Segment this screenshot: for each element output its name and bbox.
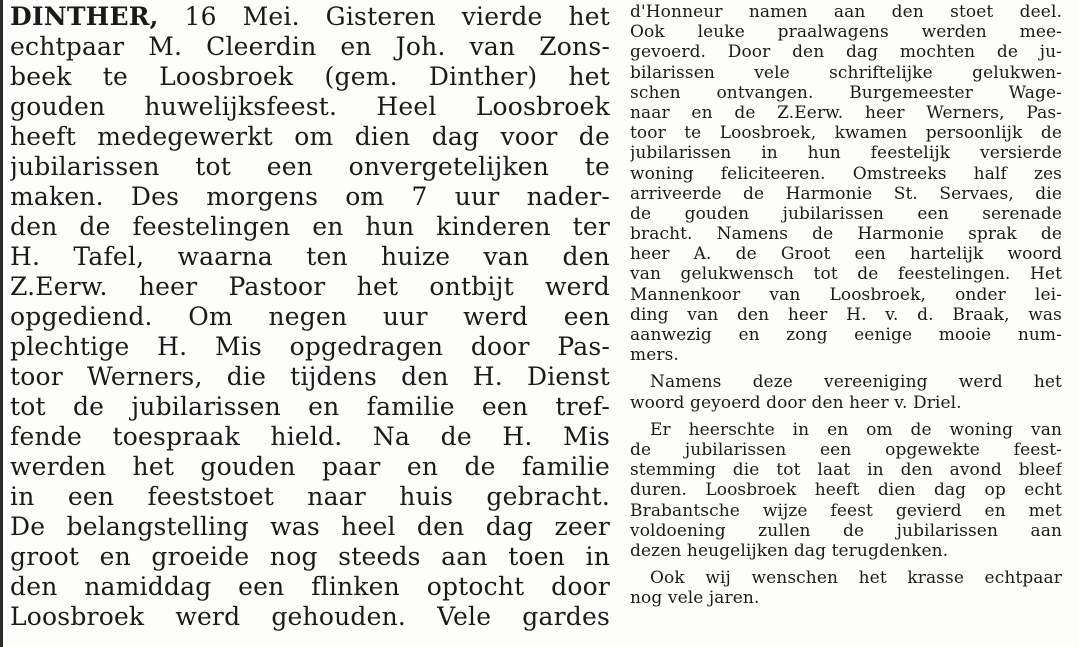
dateline: DINTHER,: [10, 2, 159, 31]
text-line: woord geyoerd door den heer v. Driel.: [630, 392, 962, 413]
text-line: mers.: [630, 345, 679, 366]
text-line: de gouden jubilarissen een serenade: [630, 203, 1062, 224]
text-line: den namiddag een flinken optocht door: [10, 572, 610, 601]
text-line: jubilarissen in hun feestelijk versierde: [630, 143, 1062, 164]
text-line: voldoening zullen de jubilarissen aan: [630, 520, 1062, 541]
text-line: schen ontvangen. Burgemeester Wage-: [630, 82, 1062, 103]
text-line: aanwezig en zong eenige mooie num-: [630, 325, 1062, 345]
text-line: plechtige H. Mis opgedragen door Pas-: [10, 332, 610, 361]
text-line: in een feeststoet naar huis gebracht.: [10, 482, 610, 511]
clipping-edge: [0, 0, 3, 647]
text-line: d'Honneur namen aan den stoet deel.: [630, 2, 1062, 22]
text-line: heeft medegewerkt om dien dag voor de: [10, 122, 610, 151]
text-line: DINTHER, 16 Mei. Gisteren vierde het: [10, 2, 610, 31]
text-line: toor te Loosbroek, kwamen persoonlijk de: [630, 123, 1062, 144]
text-line: H. Tafel, waarna ten huize van den: [10, 242, 610, 271]
text-line: arriveerde de Harmonie St. Servaes, die: [630, 183, 1062, 204]
text-line: Er heerschte in en om de woning van: [650, 419, 1062, 440]
text-line: echtpaar M. Cleerdin en Joh. van Zons-: [10, 32, 610, 61]
text-line: groot en groeide nog steeds aan toen in: [10, 542, 610, 571]
text-line: fende toespraak hield. Na de H. Mis: [10, 422, 610, 451]
text-line: stemming die tot laat in den avond bleef: [630, 460, 1062, 481]
text-line: Brabantsche wijze feest gevierd en met: [630, 500, 1062, 521]
text-line: opgediend. Om negen uur werd een: [10, 302, 610, 331]
text-line: van gelukwensch tot de feestelingen. Het: [630, 264, 1062, 285]
text-line: beek te Loosbroek (gem. Dinther) het: [10, 62, 610, 91]
text-line: maken. Des morgens om 7 uur nader-: [10, 182, 610, 211]
text-line: duren. Loosbroek heeft dien dag op echt: [630, 480, 1062, 501]
text-line: naar en de Z.Eerw. heer Werners, Pas-: [630, 102, 1062, 123]
text-line: Loosbroek werd gehouden. Vele gardes: [10, 602, 610, 631]
text-line: Ook wij wenschen het krasse echtpaar: [650, 568, 1062, 589]
text-line: Ook leuke praalwagens werden mee-: [630, 22, 1062, 43]
text-line: Mannenkoor van Loosbroek, onder lei-: [630, 284, 1062, 305]
text-line: jubilarissen tot een onvergetelijken te: [10, 152, 610, 181]
text-line: gouden huwelijksfeest. Heel Loosbroek: [10, 92, 610, 121]
text-line: De belangstelling was heel den dag zeer: [10, 512, 610, 541]
text-line: werden het gouden paar en de familie: [10, 452, 610, 481]
text-line: toor Werners, die tijdens den H. Dienst: [10, 362, 610, 391]
text-line: Namens deze vereeniging werd het: [650, 372, 1062, 393]
text-line: bracht. Namens de Harmonie sprak de: [630, 224, 1062, 245]
text-line: tot de jubilarissen en familie een tref-: [10, 392, 610, 421]
text-line: woning feliciteeren. Omstreeks half zes: [630, 163, 1062, 184]
text-line: heer A. de Groot een hartelijk woord: [630, 244, 1062, 265]
text-line: gevoerd. Door den dag mochten de ju-: [630, 42, 1062, 63]
text-line: de jubilarissen een opgewekte feest-: [630, 439, 1062, 460]
left-column: [10, 2, 610, 632]
text-line: den de feestelingen en hun kinderen ter: [10, 212, 610, 241]
right-column: [630, 2, 1062, 608]
text-line: nog vele jaren.: [630, 588, 760, 609]
text-line: dezen heugelijken dag terugdenken.: [630, 540, 949, 561]
text-line: ding van den heer H. v. d. Braak, was: [630, 304, 1062, 325]
text-line: Z.Eerw. heer Pastoor het ontbijt werd: [10, 272, 610, 301]
text-line: bilarissen vele schriftelijke gelukwen-: [630, 62, 1062, 83]
